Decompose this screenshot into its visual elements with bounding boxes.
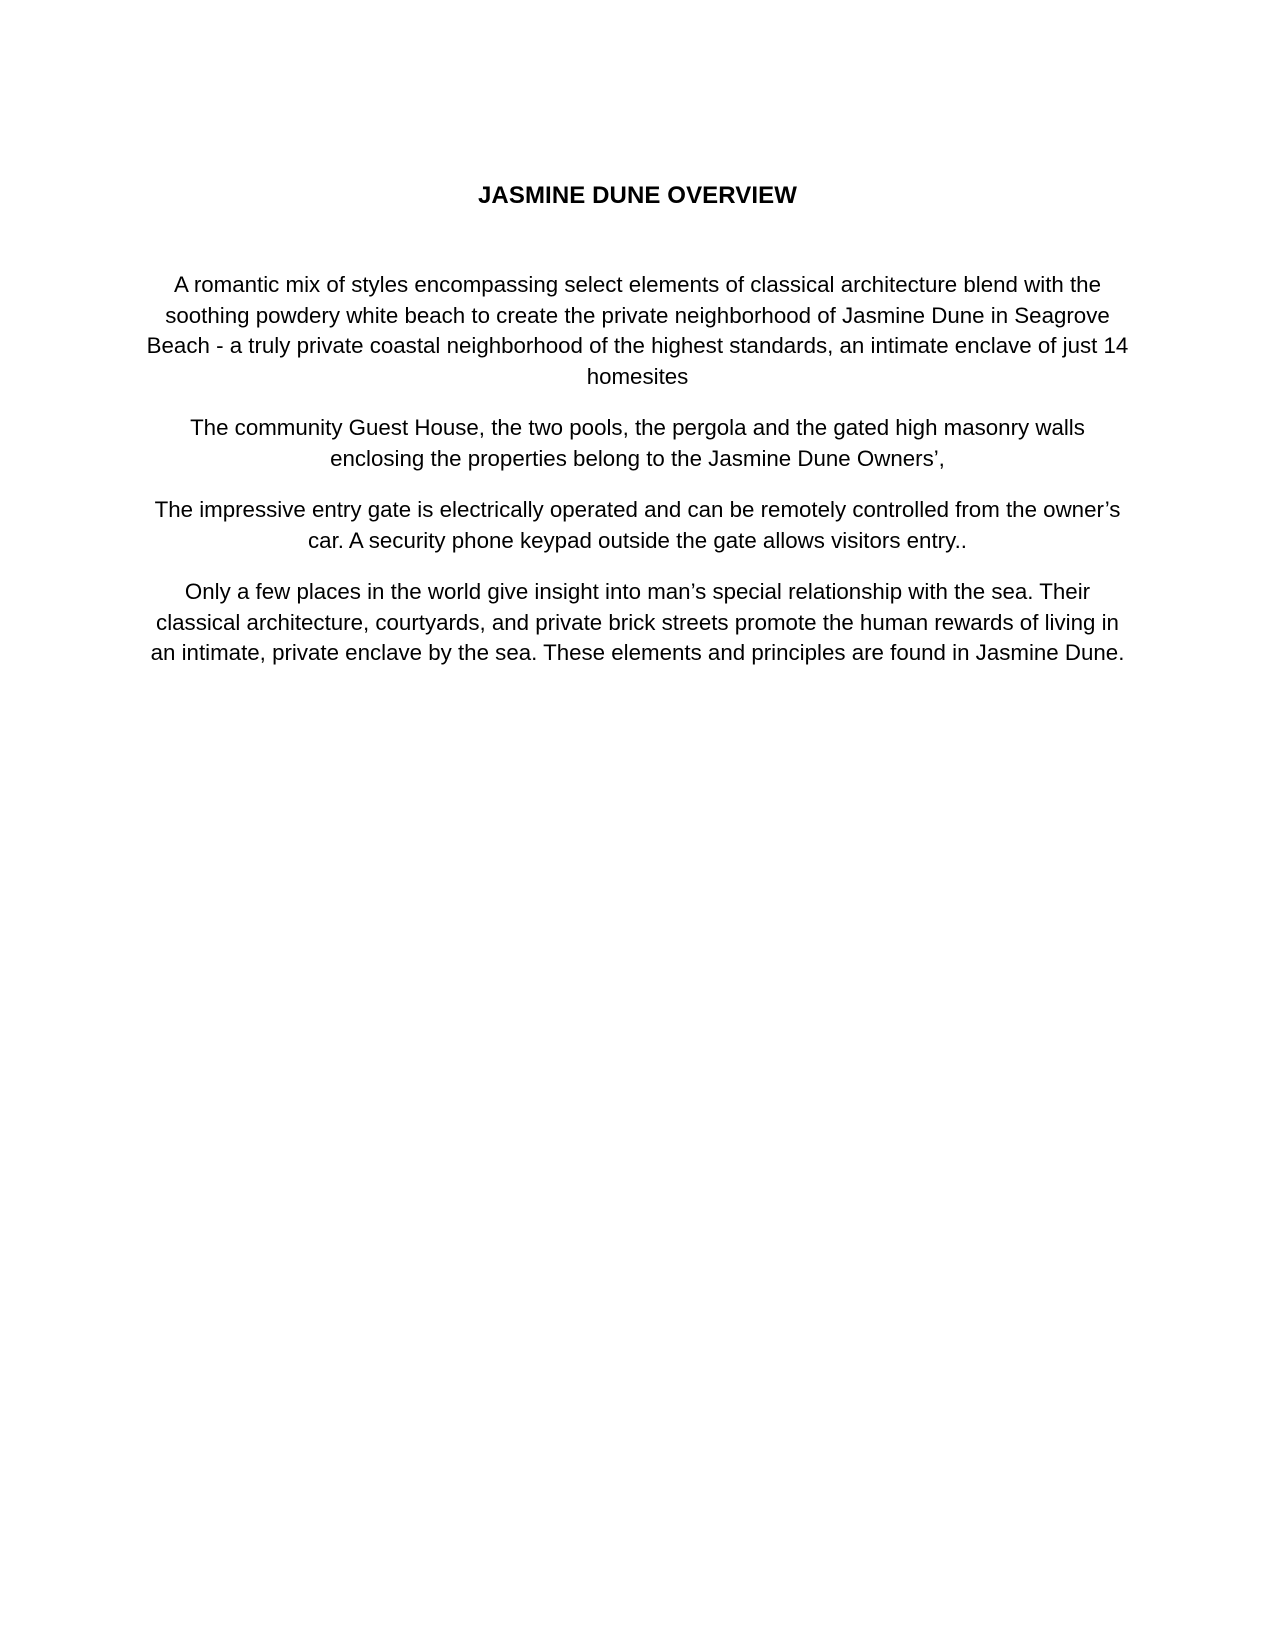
paragraph-amenities: The community Guest House, the two pools, the pergola and the gated high masonry walls enclosing the properties belong to the Jasmine Dune Owners’, [190, 415, 1085, 471]
paragraph-intro: A romantic mix of styles encompassing select elements of classical architecture blend with the soothing powdery white beach to create the private neighborhood of Jasmine Dune in Seagrove Beach - a truly private coastal neighborhood of the highest standards, an intimate enclave of just 14 homesites [146, 272, 1129, 389]
paragraph-sea-relationship: Only a few places in the world give insight into man’s special relationship with the sea. Their classical architecture, courtyards, and private brick streets promote the human rewards of living in an intimate, private enclave by the sea. These elements and principles are found in Jasmine Dune. [150, 579, 1125, 665]
document-body [145, 270, 1130, 690]
paragraph-entry-gate: The impressive entry gate is electrically operated and can be remotely controlled from the owner’s car. A security phone keypad outside the gate allows visitors entry.. [154, 497, 1121, 553]
document-title: JASMINE DUNE OVERVIEW [477, 182, 798, 209]
